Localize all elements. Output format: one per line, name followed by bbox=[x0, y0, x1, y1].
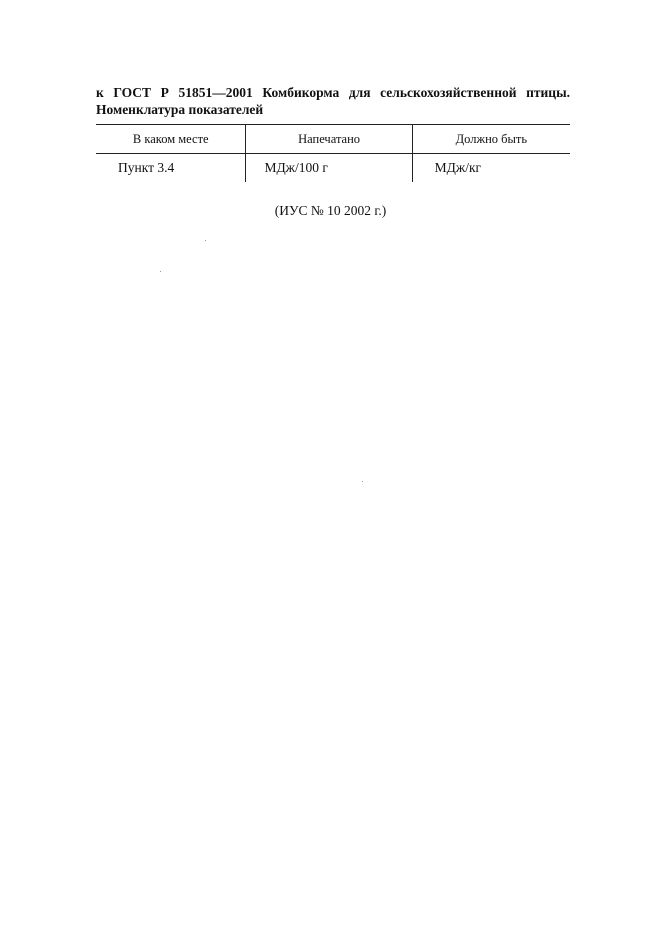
column-header-printed: Напечатано bbox=[246, 125, 412, 154]
table-row bbox=[96, 154, 570, 183]
cell-printed: МДж/100 г bbox=[246, 154, 412, 183]
heading-line-1: к ГОСТ Р 51851—2001 Комбикорма для сельскохозяйственной птицы. bbox=[96, 85, 570, 100]
table-header-row bbox=[96, 125, 570, 154]
cell-location: Пункт 3.4 bbox=[118, 160, 175, 175]
column-header-location: В каком месте bbox=[96, 125, 246, 154]
scan-speck bbox=[205, 240, 206, 241]
scan-speck bbox=[362, 481, 363, 482]
erratum-table bbox=[96, 124, 570, 182]
source-note: (ИУС № 10 2002 г.) bbox=[274, 203, 387, 218]
cell-should-be: МДж/кг bbox=[412, 154, 570, 183]
column-header-should-be: Должно быть bbox=[412, 125, 570, 154]
heading-line-2: Номенклатура показателей bbox=[96, 102, 264, 117]
document-heading bbox=[96, 84, 570, 118]
scan-speck bbox=[160, 271, 161, 272]
